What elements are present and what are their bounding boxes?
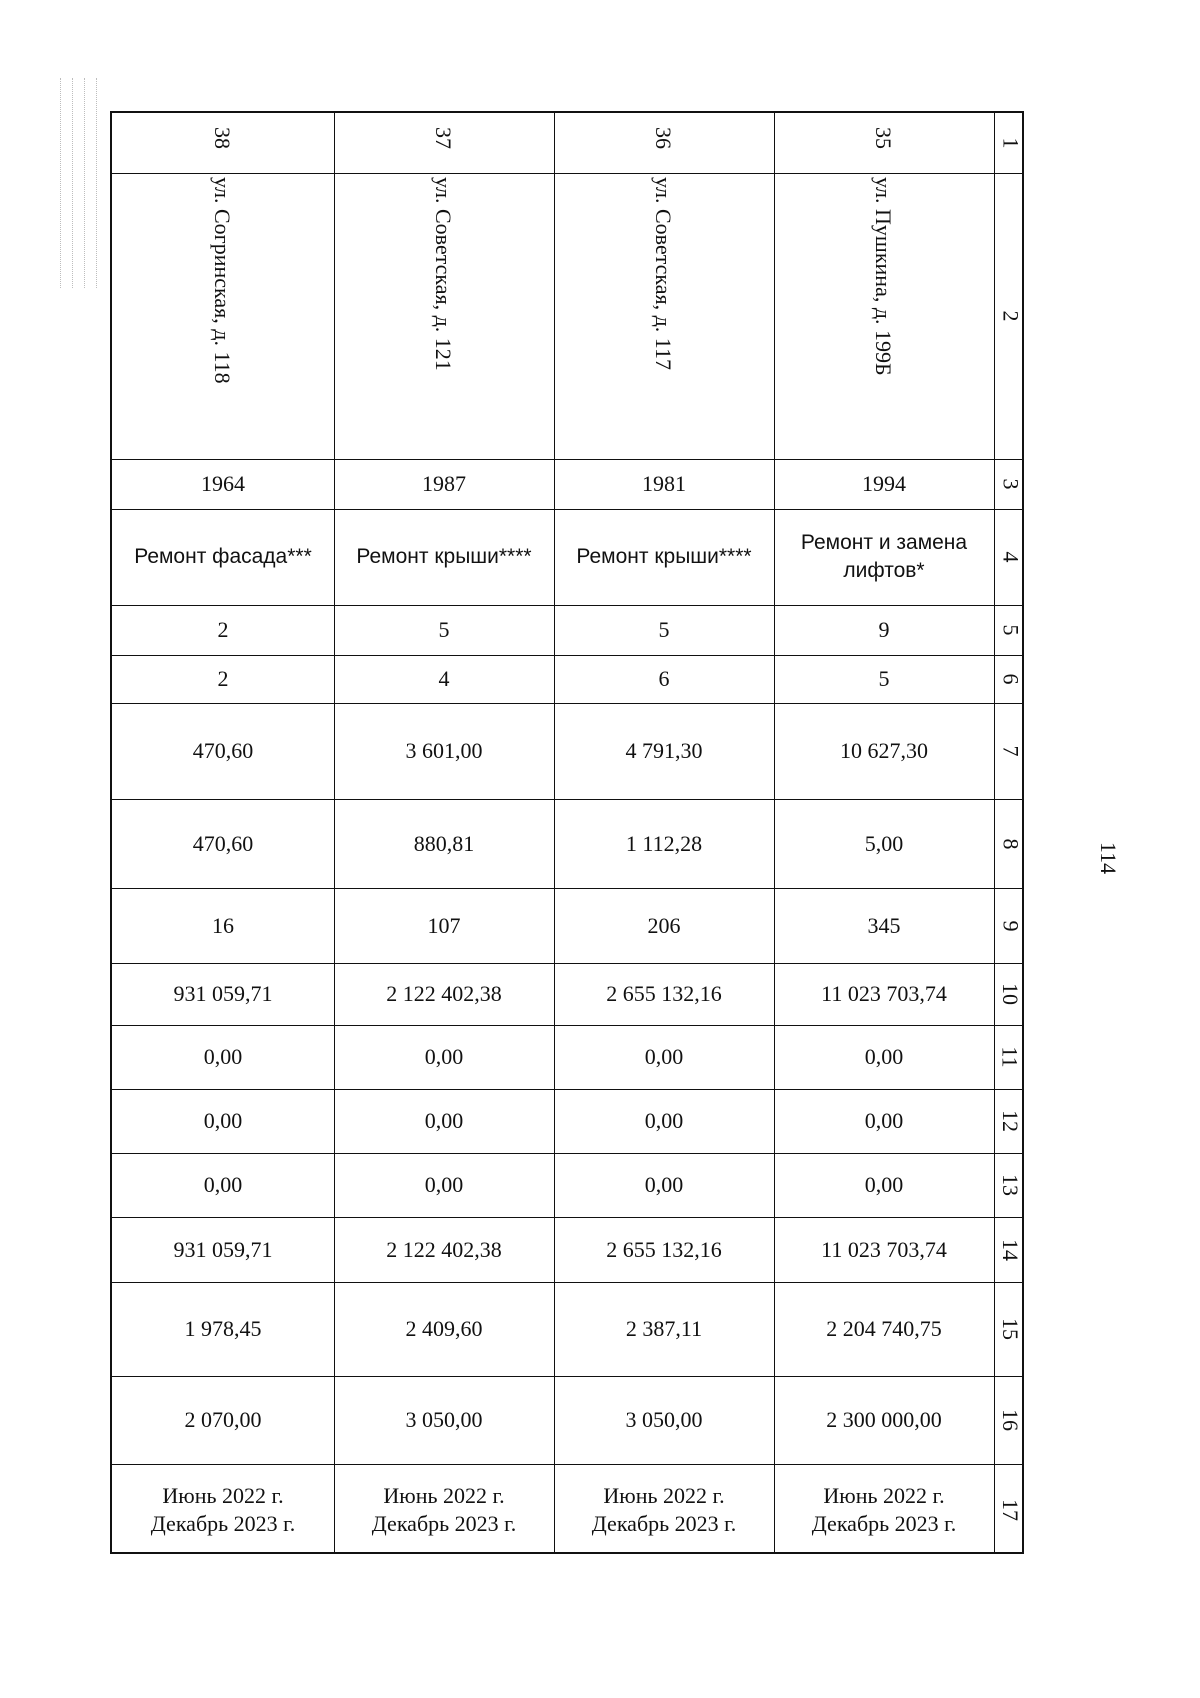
row-number: 14 — [998, 1238, 1023, 1261]
work-type-line: Ремонт крыши**** — [356, 545, 532, 568]
value-cell-r13: 0,00 — [864, 1172, 904, 1197]
value-cell-r7: 10 627,30 — [840, 738, 928, 763]
value-cell-r16: 3 050,00 — [405, 1407, 483, 1432]
margin-stamp — [52, 78, 104, 288]
value-cell-r5: 2 — [217, 617, 229, 642]
row-number-cell — [996, 799, 1024, 888]
value-cell-r12: 0,00 — [644, 1108, 684, 1133]
item-number: 38 — [210, 127, 235, 149]
row-number-cell — [996, 655, 1024, 703]
row-number: 17 — [998, 1499, 1023, 1521]
value-cell-r15: 2 387,11 — [625, 1316, 703, 1341]
value-cell-r6: 4 — [438, 666, 450, 691]
value-cell-r7: 470,60 — [192, 738, 254, 763]
period-line: Июнь 2022 г. — [603, 1483, 725, 1508]
value-cell-r8: 1 112,28 — [625, 830, 703, 856]
item-number: 36 — [651, 127, 676, 149]
value-cell-r11: 0,00 — [864, 1044, 904, 1069]
period — [112, 1464, 334, 1556]
value-cell-r16: 2 300 000,00 — [826, 1407, 942, 1432]
row-number: 5 — [998, 624, 1023, 636]
row-number: 12 — [998, 1110, 1023, 1132]
row-number-cell — [996, 1025, 1024, 1089]
row-number-cell — [996, 1282, 1024, 1376]
period-line: Декабрь 2023 г. — [591, 1511, 737, 1536]
address: ул. Советская, д. 121 — [431, 177, 456, 371]
row-number: 6 — [998, 673, 1023, 685]
row-number-cell — [996, 113, 1024, 173]
value-cell-r14: 2 122 402,38 — [386, 1236, 502, 1262]
value-cell-r12: 0,00 — [864, 1108, 904, 1133]
row-number-cell — [996, 1153, 1024, 1217]
value-cell-r8: 880,81 — [413, 830, 475, 856]
value-cell-r11: 0,00 — [644, 1044, 684, 1069]
period-line: Декабрь 2023 г. — [811, 1511, 957, 1536]
item-number: 37 — [431, 127, 456, 149]
row-number-cell — [996, 1464, 1024, 1556]
row-number-cell — [996, 1217, 1024, 1282]
row-number: 3 — [998, 478, 1023, 490]
value-cell-r5: 9 — [878, 617, 890, 642]
item-number: 35 — [871, 127, 896, 149]
period-line: Июнь 2022 г. — [823, 1483, 945, 1508]
value-cell-r9: 16 — [212, 912, 234, 938]
address: ул. Советская, д. 117 — [651, 177, 676, 370]
row-number: 9 — [998, 920, 1023, 931]
build-year: 1987 — [422, 471, 466, 496]
value-cell-r9: 206 — [647, 912, 681, 938]
value-cell-r11: 0,00 — [424, 1044, 464, 1069]
work-type-line: Ремонт крыши**** — [576, 545, 752, 568]
value-cell-r13: 0,00 — [203, 1172, 243, 1197]
row-number-cell — [996, 888, 1024, 963]
row-number: 4 — [998, 551, 1023, 563]
row-number: 15 — [998, 1318, 1023, 1340]
value-cell-r12: 0,00 — [203, 1108, 243, 1133]
row-number-cell — [996, 459, 1024, 509]
value-cell-r15: 2 409,60 — [405, 1316, 483, 1341]
row-number-cell — [996, 1089, 1024, 1153]
value-cell-r13: 0,00 — [644, 1172, 684, 1197]
row-number: 8 — [998, 838, 1023, 849]
value-cell-r6: 6 — [658, 666, 670, 691]
period-line: Декабрь 2023 г. — [150, 1511, 296, 1536]
row-number: 2 — [998, 310, 1023, 322]
value-cell-r6: 2 — [217, 666, 229, 691]
value-cell-r10: 11 023 703,74 — [821, 981, 947, 1006]
row-number: 10 — [998, 983, 1023, 1005]
value-cell-r12: 0,00 — [424, 1108, 464, 1133]
value-cell-r15: 1 978,45 — [184, 1316, 262, 1341]
data-table — [110, 111, 1024, 1554]
work-type — [334, 509, 554, 605]
build-year: 1981 — [642, 471, 686, 496]
value-cell-r6: 5 — [878, 666, 890, 691]
period — [554, 1464, 774, 1556]
row-number: 11 — [998, 1046, 1023, 1068]
row-number: 16 — [998, 1409, 1023, 1431]
value-cell-r9: 107 — [427, 912, 461, 938]
period — [334, 1464, 554, 1556]
build-year: 1964 — [201, 471, 245, 496]
row-number: 1 — [998, 137, 1023, 149]
value-cell-r8: 5,00 — [864, 830, 904, 856]
value-cell-r5: 5 — [658, 617, 670, 642]
period-line: Декабрь 2023 г. — [371, 1511, 517, 1536]
row-number: 13 — [998, 1174, 1023, 1196]
address: ул. Пушкина, д. 199Б — [871, 177, 896, 376]
row-number-cell — [996, 963, 1024, 1025]
value-cell-r14: 931 059,71 — [173, 1236, 273, 1262]
period-line: Июнь 2022 г. — [162, 1483, 284, 1508]
row-number-cell — [996, 509, 1024, 605]
value-cell-r15: 2 204 740,75 — [826, 1316, 942, 1341]
value-cell-r14: 2 655 132,16 — [606, 1236, 722, 1262]
value-cell-r10: 931 059,71 — [173, 981, 273, 1006]
value-cell-r10: 2 655 132,16 — [606, 981, 722, 1006]
value-cell-r16: 3 050,00 — [625, 1407, 703, 1432]
value-cell-r5: 5 — [438, 617, 450, 642]
column-divider — [994, 113, 995, 1552]
address: ул. Согринская, д. 118 — [210, 177, 235, 384]
work-type-line: Ремонт и замена — [800, 531, 968, 554]
value-cell-r7: 4 791,30 — [625, 738, 703, 763]
value-cell-r9: 345 — [867, 912, 901, 938]
row-number: 7 — [998, 745, 1023, 757]
row-number-cell — [996, 703, 1024, 799]
page-number: 114 — [1096, 841, 1121, 875]
row-divider — [112, 173, 1022, 174]
row-number-cell — [996, 173, 1024, 459]
value-cell-r13: 0,00 — [424, 1172, 464, 1197]
value-cell-r8: 470,60 — [192, 830, 254, 856]
build-year: 1994 — [862, 471, 906, 496]
value-cell-r14: 11 023 703,74 — [821, 1236, 947, 1262]
row-number-cell — [996, 605, 1024, 655]
period-line: Июнь 2022 г. — [383, 1483, 505, 1508]
work-type-line: лифтов* — [843, 559, 925, 582]
work-type-line: Ремонт фасада*** — [134, 545, 312, 568]
value-cell-r16: 2 070,00 — [184, 1407, 262, 1432]
work-type — [774, 509, 994, 605]
value-cell-r10: 2 122 402,38 — [386, 981, 502, 1006]
work-type — [112, 509, 334, 605]
value-cell-r7: 3 601,00 — [405, 738, 483, 763]
work-type — [554, 509, 774, 605]
value-cell-r11: 0,00 — [203, 1044, 243, 1069]
period — [774, 1464, 994, 1556]
row-number-cell — [996, 1376, 1024, 1464]
